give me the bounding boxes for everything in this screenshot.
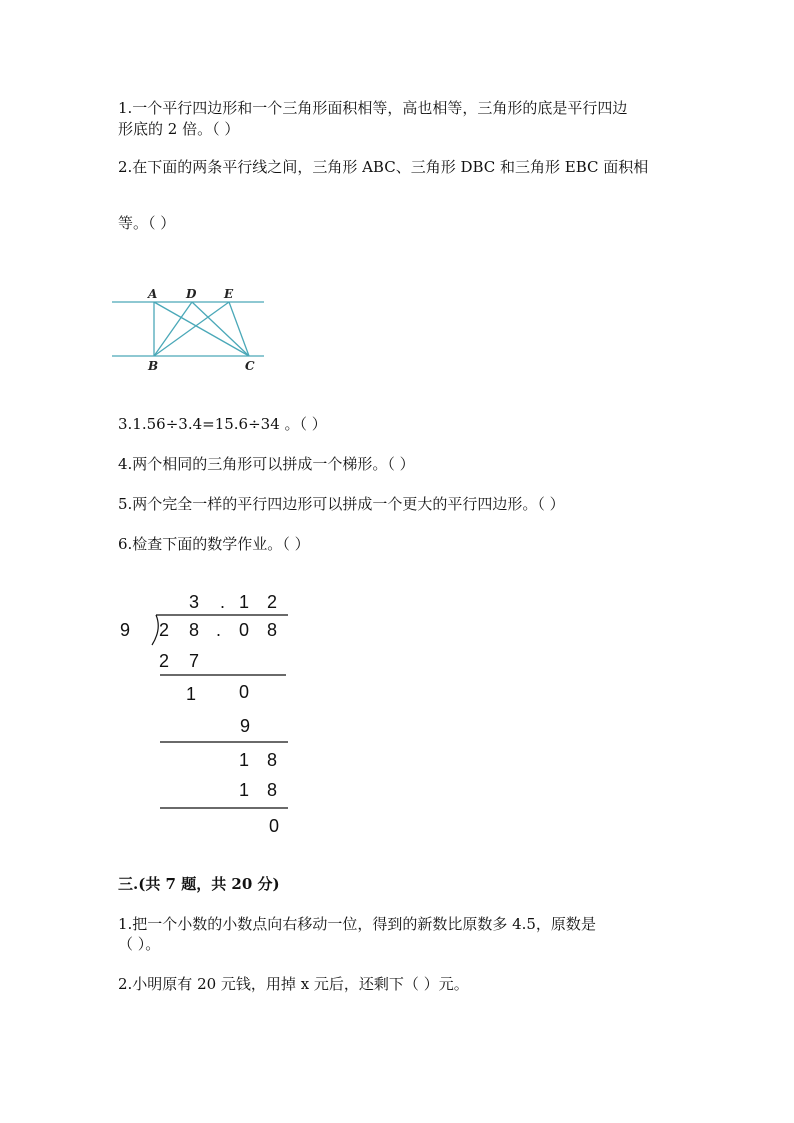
- dividend-digit: 8: [189, 620, 200, 640]
- q4-text: 4.两个相同的三角形可以拼成一个梯形。（ ）: [118, 455, 415, 473]
- figure-lines: [112, 302, 264, 356]
- step3-digit: 9: [240, 716, 251, 736]
- section3-title: 三.(共 7 题，共 20 分): [118, 875, 280, 893]
- step1-digit: 7: [189, 651, 200, 671]
- step5-digit: 1: [239, 780, 250, 800]
- q1-text-line1: 1.一个平行四边形和一个三角形面积相等，高也相等，三角形的底是平行四边: [118, 99, 628, 117]
- step5-digit: 8: [267, 780, 278, 800]
- parallel-lines-triangles-figure: [112, 282, 272, 378]
- step4-digit: 1: [239, 750, 250, 770]
- step2-digit: 1: [186, 684, 197, 704]
- s3-q1-text-line2: （ ）。: [118, 935, 161, 953]
- segment-ec: [229, 302, 249, 356]
- dividend-point: .: [216, 620, 222, 640]
- step1-digit: 2: [159, 651, 170, 671]
- q2-text-line2: 等。（ ）: [118, 214, 176, 232]
- q6-text: 6.检查下面的数学作业。（ ）: [118, 535, 310, 553]
- q3-text: 3.1.56÷3.4=15.6÷34 。（ ）: [118, 415, 327, 433]
- q2-text-line1: 2.在下面的两条平行线之间，三角形 ABC、三角形 DBC 和三角形 EBC 面积相: [118, 158, 649, 176]
- label-d: D: [186, 287, 197, 301]
- dividend-digit: 8: [267, 620, 278, 640]
- divisor: 9: [120, 620, 131, 640]
- segment-eb: [154, 302, 229, 356]
- s3-q2-text: 2.小明原有 20 元钱，用掉 x 元后，还剩下（ ）元。: [118, 975, 469, 993]
- segment-db: [154, 302, 192, 356]
- step4-digit: 8: [267, 750, 278, 770]
- quotient-digit: 3: [189, 592, 200, 612]
- segment-ac: [154, 302, 249, 356]
- remainder-digit: 0: [269, 816, 280, 836]
- step2-digit: 0: [239, 682, 250, 702]
- s3-q1-text-line1: 1.把一个小数的小数点向右移动一位，得到的新数比原数多 4.5，原数是: [118, 915, 596, 933]
- division-bracket: [152, 615, 158, 645]
- label-c: C: [245, 359, 255, 373]
- quotient-digit: 1: [239, 592, 250, 612]
- label-b: B: [148, 359, 159, 373]
- label-e: E: [224, 287, 234, 301]
- q5-text: 5.两个完全一样的平行四边形可以拼成一个更大的平行四边形。（ ）: [118, 495, 565, 513]
- long-division-work: [112, 585, 302, 845]
- dividend-digit: 0: [239, 620, 250, 640]
- label-a: A: [148, 287, 158, 301]
- quotient-point: .: [220, 592, 226, 612]
- q1-text-line2: 形底的 2 倍。（ ）: [118, 120, 240, 138]
- dividend-digit: 2: [159, 620, 170, 640]
- quotient-digit: 2: [267, 592, 278, 612]
